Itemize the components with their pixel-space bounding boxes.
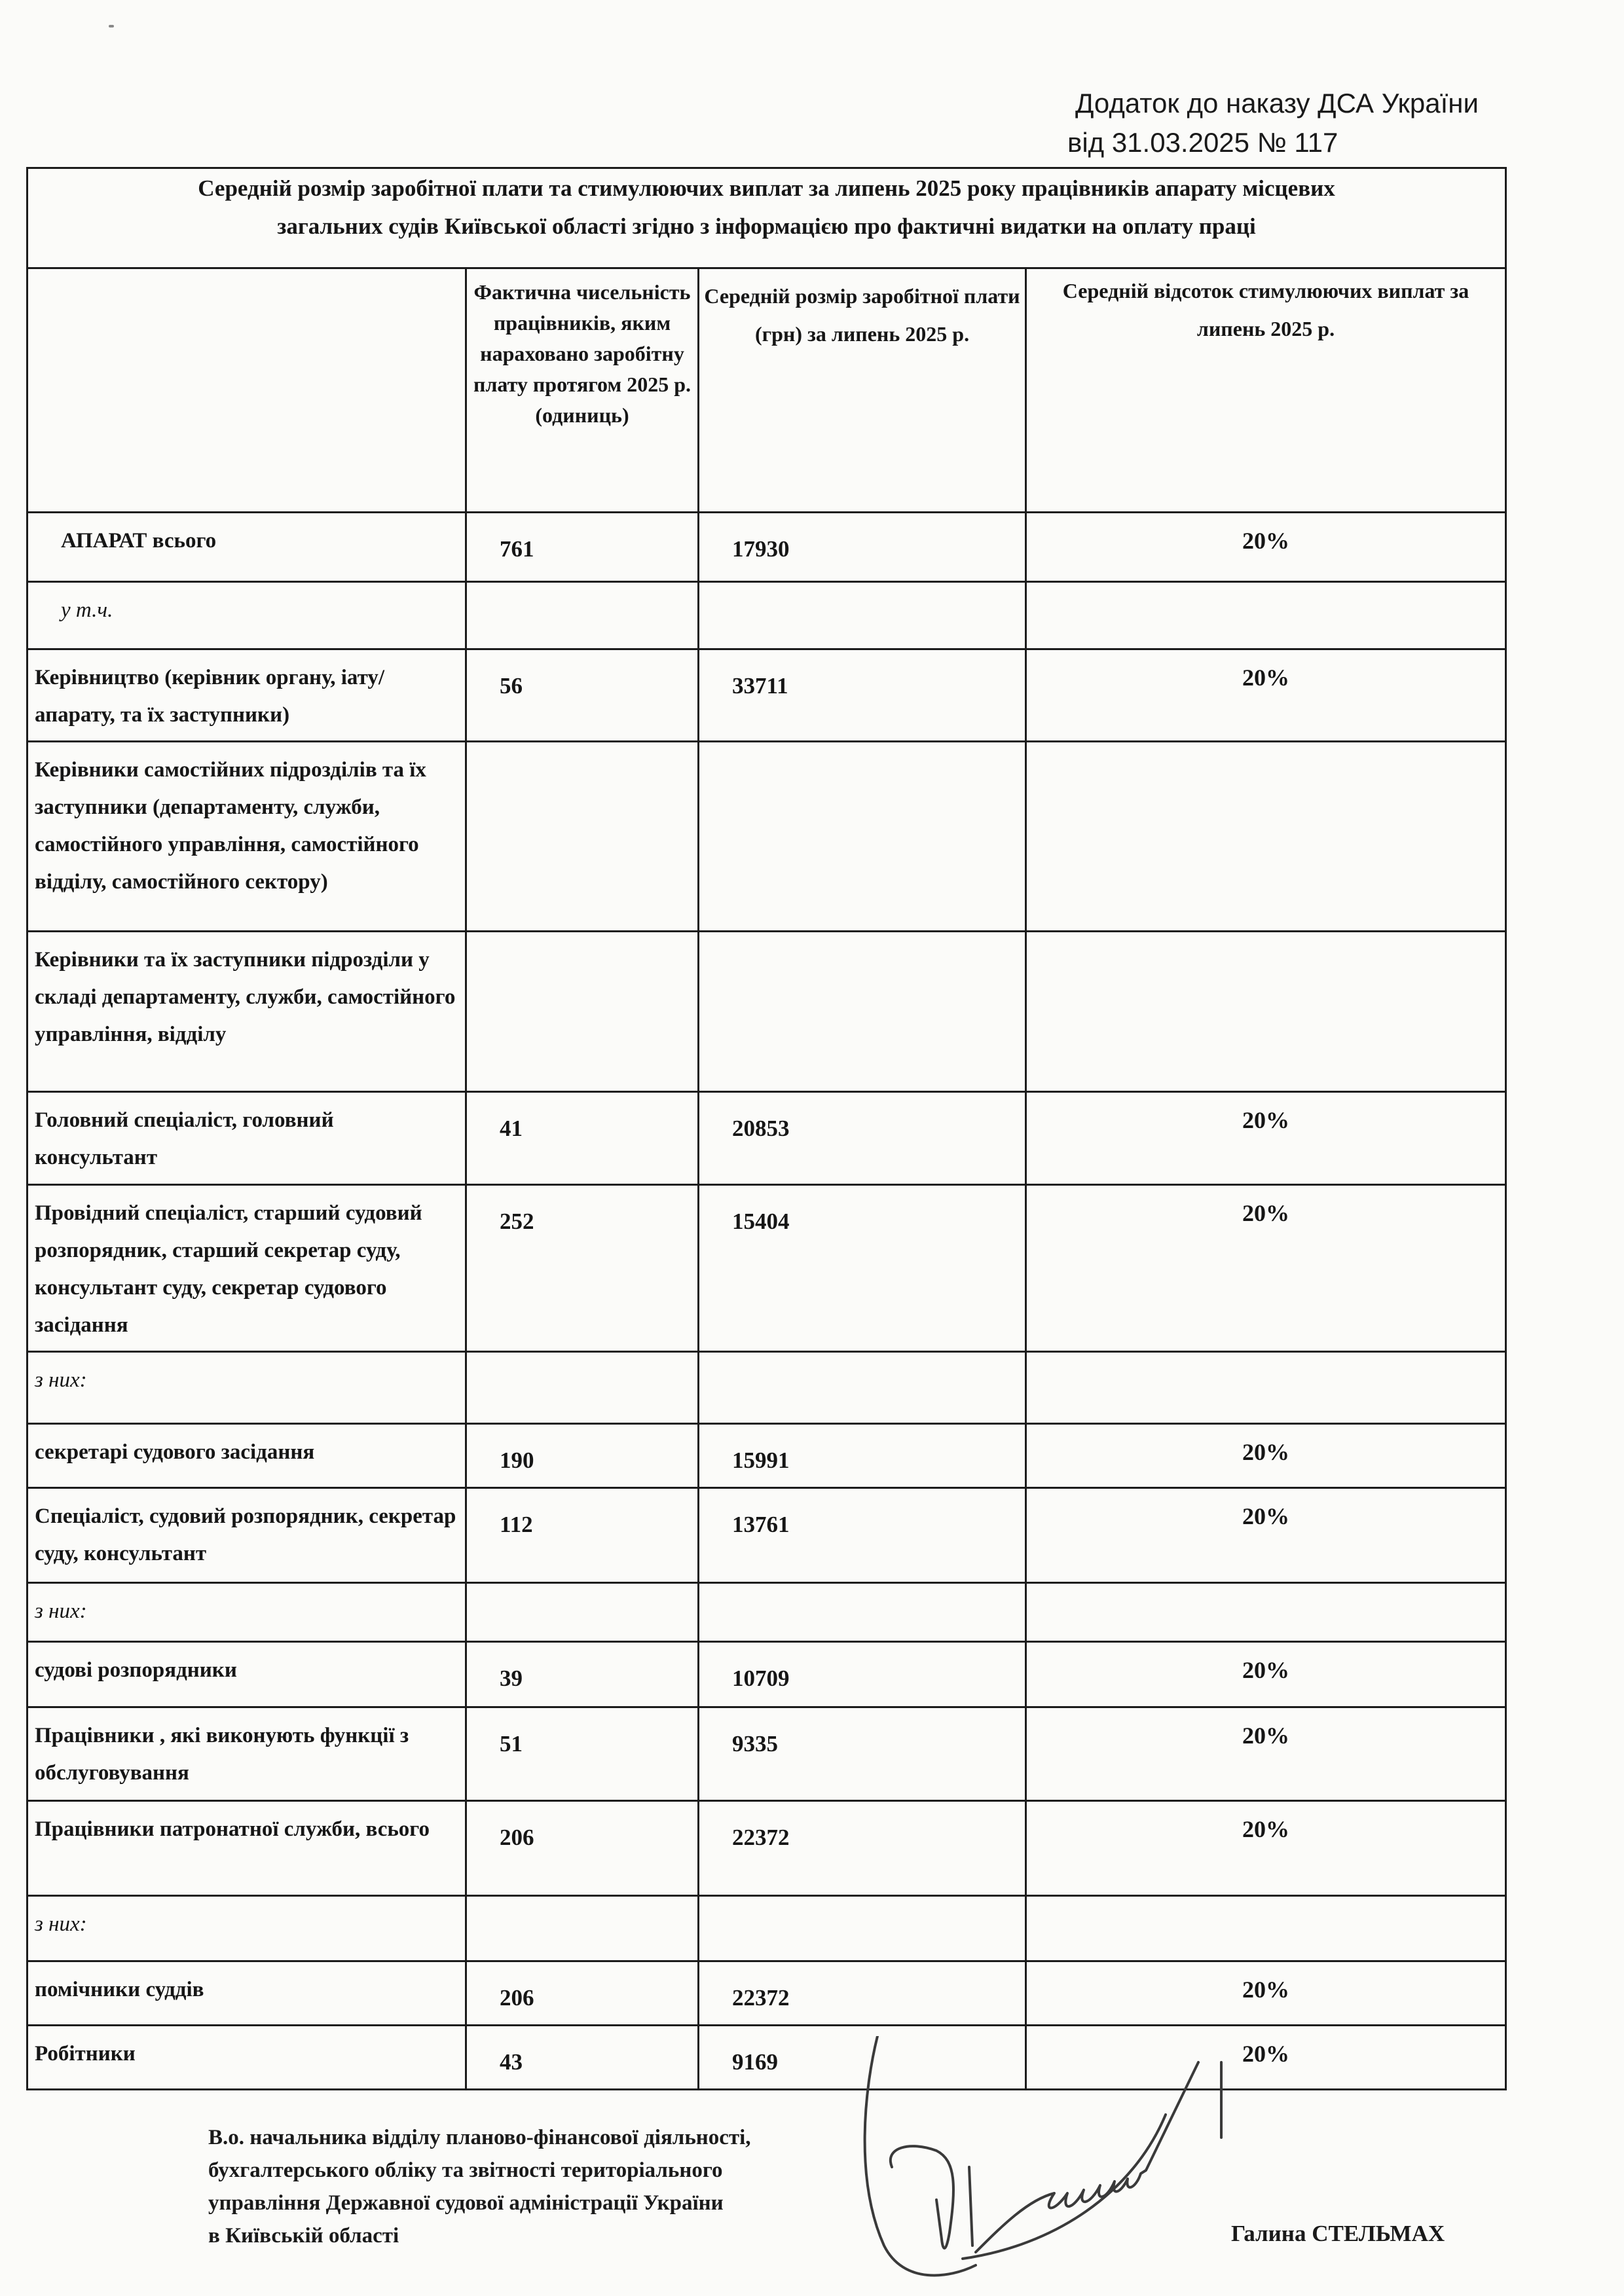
row-count: 56 xyxy=(466,649,699,742)
row-count xyxy=(466,1352,699,1424)
header-employee-count: Фактична чисельність працівників, яким нараховано заробітну плату протягом 2025 р. (одиниць) xyxy=(466,268,699,513)
row-count: 112 xyxy=(466,1488,699,1583)
row-salary: 9169 xyxy=(699,2026,1026,2090)
row-category: Керівники та їх заступники підрозділи у складі департаменту, служби, самостійного управління, відділу xyxy=(28,932,466,1092)
row-bonus-percent xyxy=(1026,932,1506,1092)
row-salary: 22372 xyxy=(699,1801,1026,1896)
row-category: у т.ч. xyxy=(28,582,466,649)
row-bonus-percent: 20% xyxy=(1026,649,1506,742)
row-bonus-percent: 20% xyxy=(1026,1185,1506,1352)
table-row xyxy=(28,2026,1506,2090)
table-title-row xyxy=(28,168,1506,268)
table-row xyxy=(28,1961,1506,2026)
row-count: 39 xyxy=(466,1642,699,1707)
row-count: 206 xyxy=(466,1801,699,1896)
row-category: Керівники самостійних підрозділів та їх заступники (департаменту, служби, самостійного управління, самостійного відділу, самостійного сектору) xyxy=(28,742,466,932)
table-header-row xyxy=(28,268,1506,513)
row-salary: 9335 xyxy=(699,1707,1026,1801)
row-count: 252 xyxy=(466,1185,699,1352)
signatory-position-line-1: В.о. начальника відділу планово-фінансової діяльності, xyxy=(208,2126,751,2149)
row-salary xyxy=(699,742,1026,932)
table-row xyxy=(28,742,1506,932)
row-count xyxy=(466,1583,699,1642)
table-row xyxy=(28,1488,1506,1583)
row-salary: 33711 xyxy=(699,649,1026,742)
signer-name: Галина СТЕЛЬМАХ xyxy=(1231,2221,1445,2246)
table-row xyxy=(28,649,1506,742)
row-bonus-percent: 20% xyxy=(1026,1424,1506,1488)
table-title xyxy=(28,168,1506,268)
row-bonus-percent: 20% xyxy=(1026,1092,1506,1185)
annex-line-1: Додаток до наказу ДСА України xyxy=(1075,88,1479,118)
row-salary xyxy=(699,1896,1026,1961)
row-salary: 22372 xyxy=(699,1961,1026,2026)
row-bonus-percent xyxy=(1026,1583,1506,1642)
row-bonus-percent: 20% xyxy=(1026,1488,1506,1583)
row-salary: 20853 xyxy=(699,1092,1026,1185)
row-count: 206 xyxy=(466,1961,699,2026)
row-count xyxy=(466,582,699,649)
row-category: помічники суддів xyxy=(28,1961,466,2026)
table-row xyxy=(28,1707,1506,1801)
row-count: 761 xyxy=(466,513,699,582)
row-bonus-percent xyxy=(1026,1896,1506,1961)
table-row xyxy=(28,1801,1506,1896)
row-category: Працівники , які виконують функції з обслуговування xyxy=(28,1707,466,1801)
row-bonus-percent: 20% xyxy=(1026,1642,1506,1707)
table-row xyxy=(28,582,1506,649)
annex-line-2: від 31.03.2025 № 117 xyxy=(1067,127,1338,158)
row-count xyxy=(466,932,699,1092)
row-count: 190 xyxy=(466,1424,699,1488)
row-salary xyxy=(699,582,1026,649)
row-category: Працівники патронатної служби, всього xyxy=(28,1801,466,1896)
signatory-position-line-3: управління Державної судової адміністрації України xyxy=(208,2191,724,2215)
row-bonus-percent: 20% xyxy=(1026,1961,1506,2026)
table-row xyxy=(28,1424,1506,1488)
table-title-line-2: загальних судів Київської області згідно з інформацією про фактичні видатки на оплату праці xyxy=(277,213,1256,239)
signatory-position xyxy=(208,2121,863,2252)
row-salary xyxy=(699,932,1026,1092)
header-average-salary: Середній розмір заробітної плати (грн) за липень 2025 р. xyxy=(699,268,1026,513)
table-row xyxy=(28,1583,1506,1642)
row-category: Керівництво (керівник органу, іату/апарату, та їх заступники) xyxy=(28,649,466,742)
table-row xyxy=(28,1185,1506,1352)
table-title-line-1: Середній розмір заробітної плати та стимулюючих виплат за липень 2025 року працівників апарату місцевих xyxy=(198,175,1335,201)
salary-table xyxy=(26,167,1507,2090)
header-bonus-percent: Середній відсоток стимулюючих виплат за липень 2025 р. xyxy=(1026,268,1506,513)
row-bonus-percent: 20% xyxy=(1026,2026,1506,2090)
row-count: 41 xyxy=(466,1092,699,1185)
row-category: Провідний спеціаліст, старший судовий розпорядник, старший секретар суду, консультант суду, секретар судового засідання xyxy=(28,1185,466,1352)
header-category xyxy=(28,268,466,513)
table-row xyxy=(28,932,1506,1092)
row-bonus-percent: 20% xyxy=(1026,1707,1506,1801)
annex-reference xyxy=(1067,84,1585,162)
row-salary: 13761 xyxy=(699,1488,1026,1583)
row-salary: 17930 xyxy=(699,513,1026,582)
row-count: 51 xyxy=(466,1707,699,1801)
row-category: з них: xyxy=(28,1896,466,1961)
scan-speck xyxy=(109,25,114,27)
table-row xyxy=(28,1352,1506,1424)
row-bonus-percent: 20% xyxy=(1026,1801,1506,1896)
row-bonus-percent xyxy=(1026,742,1506,932)
table-row xyxy=(28,1896,1506,1961)
row-bonus-percent xyxy=(1026,1352,1506,1424)
row-count xyxy=(466,1896,699,1961)
row-count: 43 xyxy=(466,2026,699,2090)
row-category: з них: xyxy=(28,1352,466,1424)
row-salary: 15404 xyxy=(699,1185,1026,1352)
row-category: АПАРАТ всього xyxy=(28,513,466,582)
row-category: судові розпорядники xyxy=(28,1642,466,1707)
table-row xyxy=(28,1092,1506,1185)
row-category: секретарі судового засідання xyxy=(28,1424,466,1488)
row-category: Головний спеціаліст, головний консультант xyxy=(28,1092,466,1185)
row-bonus-percent xyxy=(1026,582,1506,649)
table-row xyxy=(28,513,1506,582)
signatory-position-line-4: в Київській області xyxy=(208,2224,399,2248)
row-salary: 15991 xyxy=(699,1424,1026,1488)
row-salary xyxy=(699,1583,1026,1642)
row-bonus-percent: 20% xyxy=(1026,513,1506,582)
row-category: з них: xyxy=(28,1583,466,1642)
row-category: Спеціаліст, судовий розпорядник, секретар суду, консультант xyxy=(28,1488,466,1583)
table-row xyxy=(28,1642,1506,1707)
row-count xyxy=(466,742,699,932)
row-salary: 10709 xyxy=(699,1642,1026,1707)
signatory-position-line-2: бухгалтерського обліку та звітності територіального xyxy=(208,2159,723,2182)
row-category: Робітники xyxy=(28,2026,466,2090)
row-salary xyxy=(699,1352,1026,1424)
